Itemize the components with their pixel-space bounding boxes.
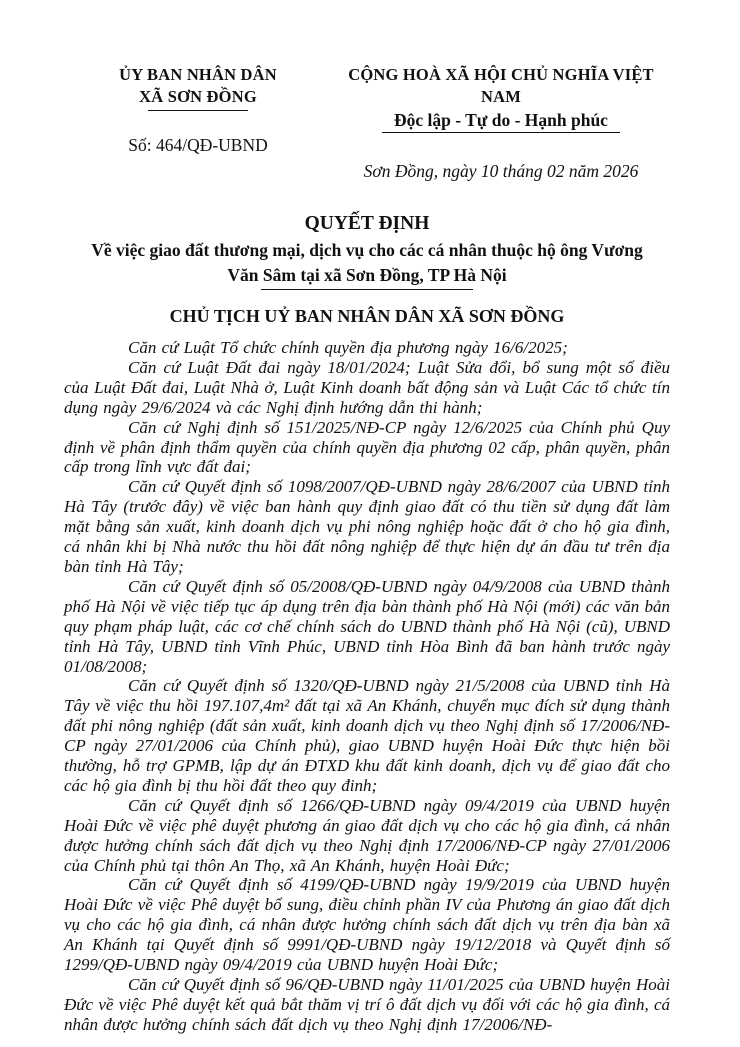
legal-basis-paragraph: Căn cứ Quyết định số 1266/QĐ-UBND ngày 09/4/2019 của UBND huyện Hoài Đức về việc phê duyệt phương án giao đất dịch vụ cho các hộ gia đình, cá nhân được hưởng chính sách đất dịch vụ theo Nghị định 17/2006/NĐ-CP ngày 27/01/2006 của Chính phủ tại thôn An Thọ, xã An Khánh, huyện Hoài Đức; <box>64 795 670 875</box>
issuing-org-name-line2: XÃ SƠN ĐỒNG <box>139 87 257 106</box>
legal-basis-paragraph: Căn cứ Luật Đất đai ngày 18/01/2024; Luật Sửa đổi, bổ sung một số điều của Luật Đất đai, Luật Nhà ở, Luật Kinh doanh bất động sản và Luật Các tổ chức tín dụng ngày 29/6/2024 và các Nghị định hướng dẫn thi hành; <box>64 357 670 417</box>
decision-title-block <box>64 212 670 290</box>
subject-underline-rule <box>261 289 473 290</box>
legal-basis-paragraph: Căn cứ Quyết định số 05/2008/QĐ-UBND ngày 04/9/2008 của UBND thành phố Hà Nội về việc tiếp tục áp dụng trên địa bàn thành phố Hà Nội (mới) các văn bản quy phạm pháp luật, các cơ chế chính sách do UBND thành phố Hà Nội (cũ), UBND tỉnh Hà Tây, UBND tỉnh Vĩnh Phúc, UBND tỉnh Hòa Bình đã ban hành trước ngày 01/08/2008; <box>64 576 670 676</box>
issuing-org-block <box>64 64 332 156</box>
org-underline-rule <box>148 110 248 111</box>
document-header <box>64 64 670 182</box>
doc-number: Số: 464/QĐ-UBND <box>128 135 268 155</box>
legal-basis-paragraph: Căn cứ Quyết định số 4199/QĐ-UBND ngày 19/9/2019 của UBND huyện Hoài Đức về việc Phê duyệt bổ sung, điều chỉnh phần IV của Phương án giao đất dịch vụ cho các hộ gia đình, cá nhân được hưởng chính sách đất dịch vụ trên địa bàn xã An Khánh tại Quyết định số 9991/QĐ-UBND ngày 19/12/2018 và Quyết định số 1299/QĐ-UBND ngày 09/4/2019 của UBND huyện Hoài Đức; <box>64 875 670 975</box>
issuing-org-name-line1: ỦY BAN NHÂN DÂN <box>119 65 277 84</box>
legal-basis-paragraph: Căn cứ Quyết định số 96/QĐ-UBND ngày 11/01/2025 của UBND huyện Hoài Đức về việc Phê duyệt kết quả bắt thăm vị trí ô đất dịch vụ đối với các hộ gia đình, cá nhân được hưởng chính sách đất dịch vụ theo Nghị định 17/2006/NĐ- <box>64 975 670 1034</box>
decision-subject-line2: Văn Sâm tại xã Sơn Đồng, TP Hà Nội <box>227 265 507 285</box>
legal-basis-paragraph: Căn cứ Luật Tổ chức chính quyền địa phương ngày 16/6/2025; <box>128 338 568 357</box>
decision-doc-type: QUYẾT ĐỊNH <box>304 213 430 234</box>
legal-basis-paragraph: Căn cứ Nghị định số 151/2025/NĐ-CP ngày 12/6/2025 của Chính phủ Quy định về phân định thẩm quyền của chính quyền địa phương 02 cấp, phân quyền, phân cấp trong lĩnh vực đất đai; <box>64 417 670 477</box>
place-and-date: Sơn Đồng, ngày 10 tháng 02 năm 2026 <box>363 161 639 181</box>
legal-basis-paragraph: Căn cứ Quyết định số 1098/2007/QĐ-UBND ngày 28/6/2007 của UBND tỉnh Hà Tây (trước đây) về việc ban hành quy định giao đất có thu tiền sử dụng đất làm mặt bằng sản xuất, kinh doanh dịch vụ phi nông nghiệp hoặc đất ở cho hộ gia đình, cá nhân khi bị Nhà nước thu hồi đất nông nghiệp để thực hiện dự án đầu tư trên địa bàn tỉnh Hà Tây; <box>64 477 670 576</box>
national-header-block <box>332 64 670 182</box>
national-name: CỘNG HOÀ XÃ HỘI CHỦ NGHĨA VIỆT NAM <box>348 65 654 106</box>
legal-basis-section <box>64 338 670 1035</box>
decision-subject-line1: Về việc giao đất thương mại, dịch vụ cho các cá nhân thuộc hộ ông Vương <box>91 240 643 260</box>
motto-underline-rule <box>382 132 620 133</box>
issuing-authority-title: CHỦ TỊCH UỶ BAN NHÂN DÂN XÃ SƠN ĐỒNG <box>169 306 565 326</box>
legal-basis-paragraph: Căn cứ Quyết định số 1320/QĐ-UBND ngày 21/5/2008 của UBND tỉnh Hà Tây về việc thu hồi 197.107,4m² đất tại xã An Khánh, chuyển mục đích sử dụng thành đất phi nông nghiệp (đất sản xuất, kinh doanh dịch vụ theo Nghị định số 17/2006/NĐ-CP ngày 27/01/2006 của Chính phủ), giao UBND huyện Hoài Đức thực hiện bồi thường, hỗ trợ GPMB, lập dự án ĐTXD khu đất kinh doanh, dịch vụ để giao đất cho các hộ gia đình bị thu hồi đất theo quy đinh; <box>64 676 670 795</box>
national-motto: Độc lập - Tự do - Hạnh phúc <box>394 110 608 130</box>
